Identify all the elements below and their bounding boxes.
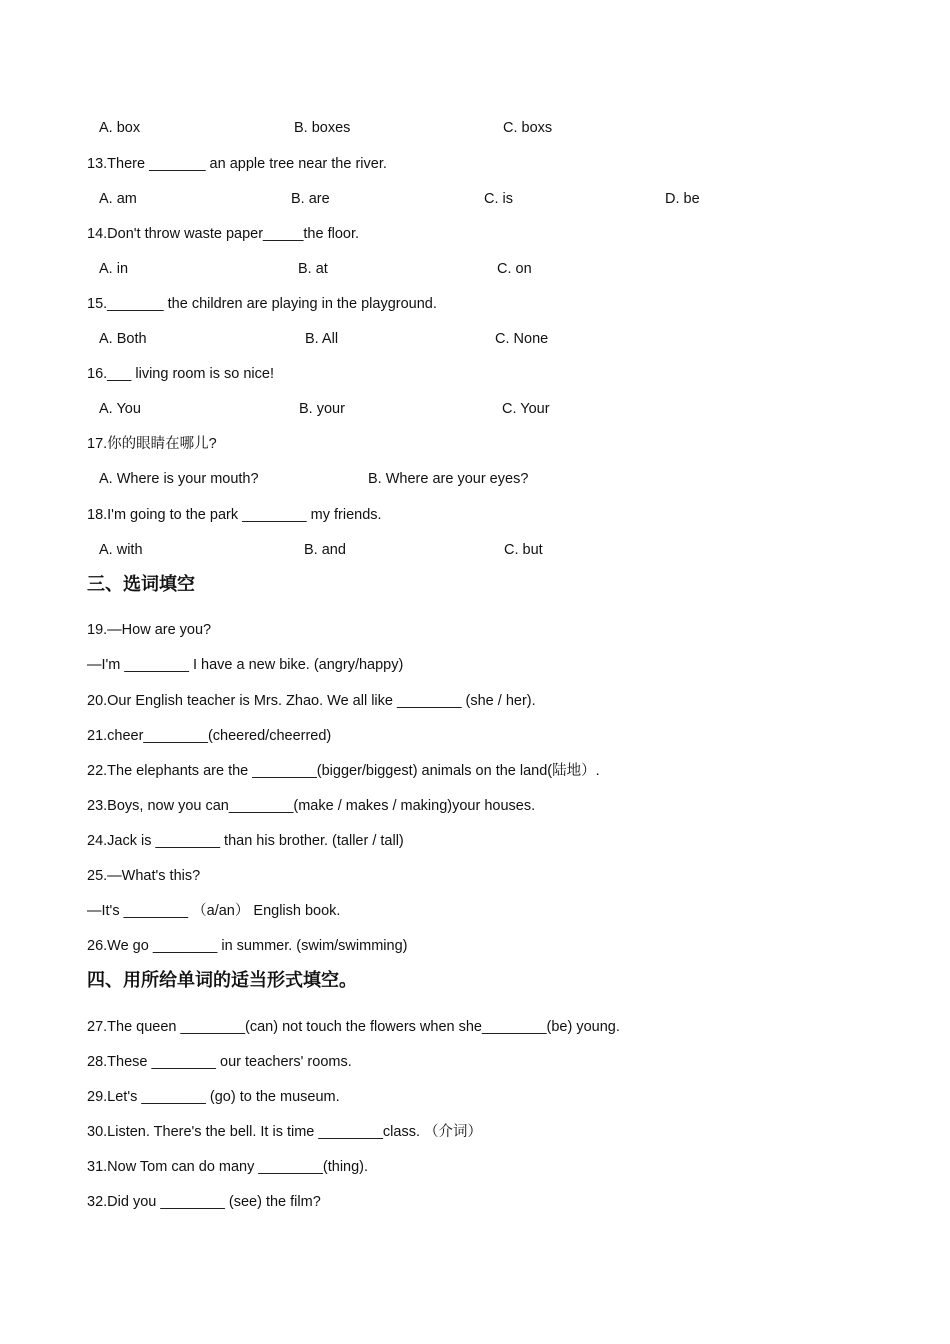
q19-line-1: 19.—How are you? [87, 622, 212, 638]
q17-option-a: A. Where is your mouth? [99, 471, 259, 487]
q16-option-b: B. your [299, 401, 345, 417]
q20-question: 20.Our English teacher is Mrs. Zhao. We all like ________ (she / her). [87, 693, 536, 709]
q16-option-a: A. You [99, 401, 141, 417]
q19-line-2: —I'm ________ I have a new bike. (angry/happy) [87, 657, 404, 673]
q30-question: 30.Listen. There's the bell. It is time ________class. （介词） [87, 1124, 482, 1140]
q23-question: 23.Boys, now you can________(make / makes / making)your houses. [87, 798, 536, 814]
q17-question: 17.你的眼睛在哪儿? [87, 436, 217, 452]
q18-option-c: C. but [504, 542, 543, 558]
q13-option-a: A. am [99, 191, 137, 207]
q12-option-a: A. box [99, 120, 141, 136]
q15-question: 15._______ the children are playing in the playground. [87, 296, 437, 312]
q25-line-2: —It's ________ （a/an） English book. [87, 903, 341, 919]
q14-option-a: A. in [99, 261, 129, 277]
q18-option-b: B. and [304, 542, 346, 558]
q32-question: 32.Did you ________ (see) the film? [87, 1194, 321, 1210]
q13-option-b: B. are [291, 191, 330, 207]
section-3-heading: 三、选词填空 [87, 574, 195, 595]
q21-question: 21.cheer________(cheered/cheerred) [87, 728, 332, 744]
q18-question: 18.I'm going to the park ________ my friends. [87, 507, 382, 523]
q13-option-c: C. is [484, 191, 513, 207]
q25-line-1: 25.—What's this? [87, 868, 201, 884]
q13-question: 13.There _______ an apple tree near the river. [87, 156, 387, 172]
q17-option-b: B. Where are your eyes? [368, 471, 529, 487]
q16-question: 16.___ living room is so nice! [87, 366, 274, 382]
q12-option-c: C. boxs [503, 120, 553, 136]
q28-question: 28.These ________ our teachers' rooms. [87, 1054, 352, 1070]
q26-question: 26.We go ________ in summer. (swim/swimming) [87, 938, 408, 954]
q12-option-b: B. boxes [294, 120, 351, 136]
q16-option-c: C. Your [502, 401, 550, 417]
q14-option-b: B. at [298, 261, 328, 277]
q24-question: 24.Jack is ________ than his brother. (taller / tall) [87, 833, 404, 849]
q15-option-a: A. Both [99, 331, 147, 347]
q22-question: 22.The elephants are the ________(bigger/biggest) animals on the land(陆地）. [87, 763, 600, 779]
q14-option-c: C. on [497, 261, 532, 277]
q31-question: 31.Now Tom can do many ________(thing). [87, 1159, 369, 1175]
q18-option-a: A. with [99, 542, 143, 558]
q14-question: 14.Don't throw waste paper_____the floor. [87, 226, 360, 242]
q29-question: 29.Let's ________ (go) to the museum. [87, 1089, 340, 1105]
q15-option-c: C. None [495, 331, 549, 347]
q15-option-b: B. All [305, 331, 339, 347]
q27-question: 27.The queen ________(can) not touch the flowers when she________(be) young. [87, 1019, 620, 1035]
section-4-heading: 四、用所给单词的适当形式填空。 [87, 970, 357, 991]
q13-option-d: D. be [665, 191, 700, 207]
